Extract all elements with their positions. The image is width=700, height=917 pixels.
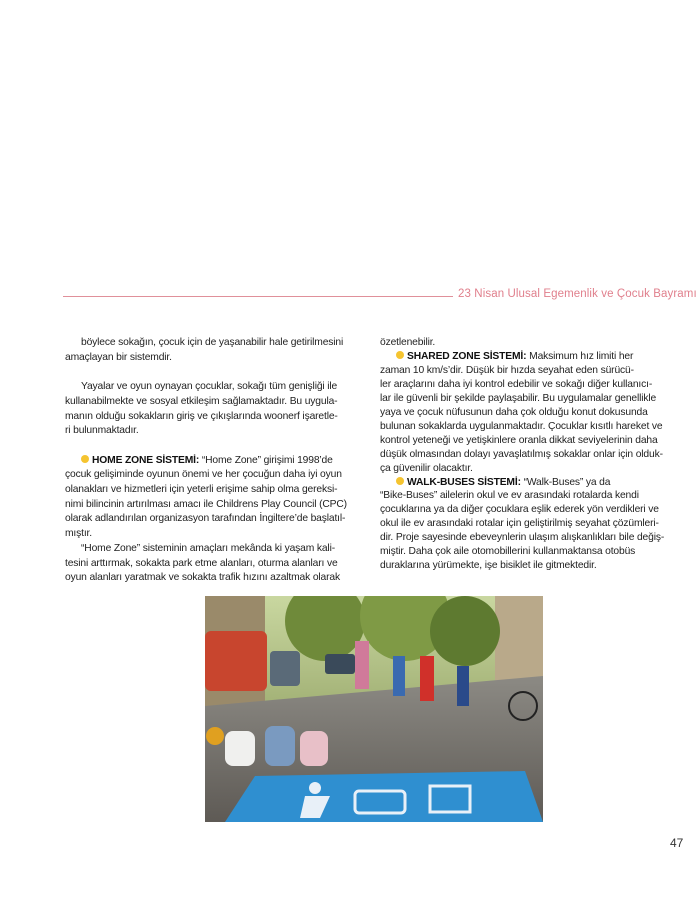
page-number: 47	[670, 836, 684, 850]
street-photo	[205, 596, 543, 822]
text-line: nimi bilincinin artırılması amacı ile Childrens Play Council (CPC)	[65, 498, 347, 510]
text-line: özetlenebilir.	[380, 337, 436, 348]
text-line: olarak adlandırılan organizasyon tarafından İngiltere’de başlatıl-	[65, 513, 346, 525]
running-header: 23 Nisan Ulusal Egemenlik ve Çocuk Bayramı	[458, 288, 697, 300]
text-line: lar ile güvenli bir şekilde paylaşabilir. Bu uygulamalar genellikle	[380, 392, 657, 404]
text-line: yaya ve çocuk nüfusunun daha çok olduğu konut dokusunda	[380, 406, 648, 418]
bullet-icon	[396, 351, 404, 359]
text-line: düşük olmasından dolayı yavaşlatılmış sokaklar onlar için olduk-	[380, 448, 663, 460]
text-line: kontrol yeteneği ve yetişkinlere oranla dikkat seviyelerinin daha	[380, 434, 658, 446]
text-line: mıştır.	[65, 528, 92, 540]
text-line: tesini arttırmak, sokakta park etme alanları, oturma alanları ve	[65, 557, 338, 569]
shared-zone-first-line	[380, 350, 690, 364]
text-line: amaçlayan bir sistemdir.	[65, 351, 172, 363]
bullet-icon	[81, 455, 89, 463]
text-line: dir. Proje sayesinde ebeveynlerin ulaşım alışkanlıkları bile değiş-	[380, 532, 665, 544]
text-line: bulunan sokaklarda uygulanmaktadır. Çocuklar kısıtlı hareket ve	[380, 420, 663, 432]
text-line: çocuk gelişiminde oyunun önemi ve her çocuğun daha iyi oyun	[65, 469, 342, 481]
bullet-icon	[396, 477, 404, 485]
shared-zone-heading: SHARED ZONE SİSTEMİ:	[407, 350, 527, 362]
header-rule	[63, 296, 453, 297]
home-zone-heading: HOME ZONE SİSTEMİ:	[92, 454, 200, 466]
text-line: ça güvenilir olacaktır.	[380, 462, 473, 474]
text-line: okul ile ev arasındaki rotalar için geliştirilmiş seyahat çözümleri-	[380, 518, 659, 530]
text-run: “Walk-Buses” ya da	[520, 476, 611, 488]
text-line: böylece sokağın, çocuk için de yaşanabilir hale getirilmesini	[81, 337, 344, 348]
text-line: miştir. Daha çok aile otomobillerini kullanmaktansa otobüs	[380, 546, 636, 558]
walk-buses-first-line	[380, 476, 690, 490]
text-line: ler araçlarını daha iyi kontrol edebilir ve sokağı diğer kullanıcı-	[380, 378, 653, 390]
right-column	[380, 336, 690, 573]
text-line: Yayalar ve oyun oynayan çocuklar, sokağı tüm genişliği ile	[81, 381, 338, 393]
text-line: olanakları ve hizmetleri için yeterli erişime sahip olma gereksi-	[65, 484, 338, 495]
text-line: manın olduğu sokakların giriş ve çıkışlarında woonerf işaretle-	[65, 410, 338, 422]
text-line: “Home Zone” sisteminin amaçları mekânda ki yaşam kali-	[81, 542, 335, 554]
left-column	[65, 336, 365, 586]
text-line: “Bike-Buses” ailelerin okul ve ev arasındaki rotalarda kendi	[380, 490, 639, 502]
text-run: Maksimum hız limiti her	[526, 350, 634, 362]
text-line: kullanabilmekte ve sosyal etkileşim sağlamaktadır. Bu uygula-	[65, 395, 338, 407]
text-line: oyun alanları yaratmak ve sokakta trafik hızını azaltmak olarak	[65, 572, 340, 584]
text-line: zaman 10 km/s’dir. Düşük bir hızda seyahat eden sürücü-	[380, 364, 634, 376]
text-run: “Home Zone” girişimi 1998’de	[199, 454, 333, 466]
walk-buses-heading: WALK-BUSES SİSTEMİ:	[407, 476, 521, 488]
text-line: çocuklarına ya da diğer çocuklara eşlik ederek yön verdikleri ve	[380, 504, 659, 516]
text-line: ri bulunmaktadır.	[65, 425, 139, 437]
home-zone-first-line	[65, 454, 365, 469]
text-line: duraklarına yürümekte, işe bisiklet ile gitmektedir.	[380, 560, 597, 572]
